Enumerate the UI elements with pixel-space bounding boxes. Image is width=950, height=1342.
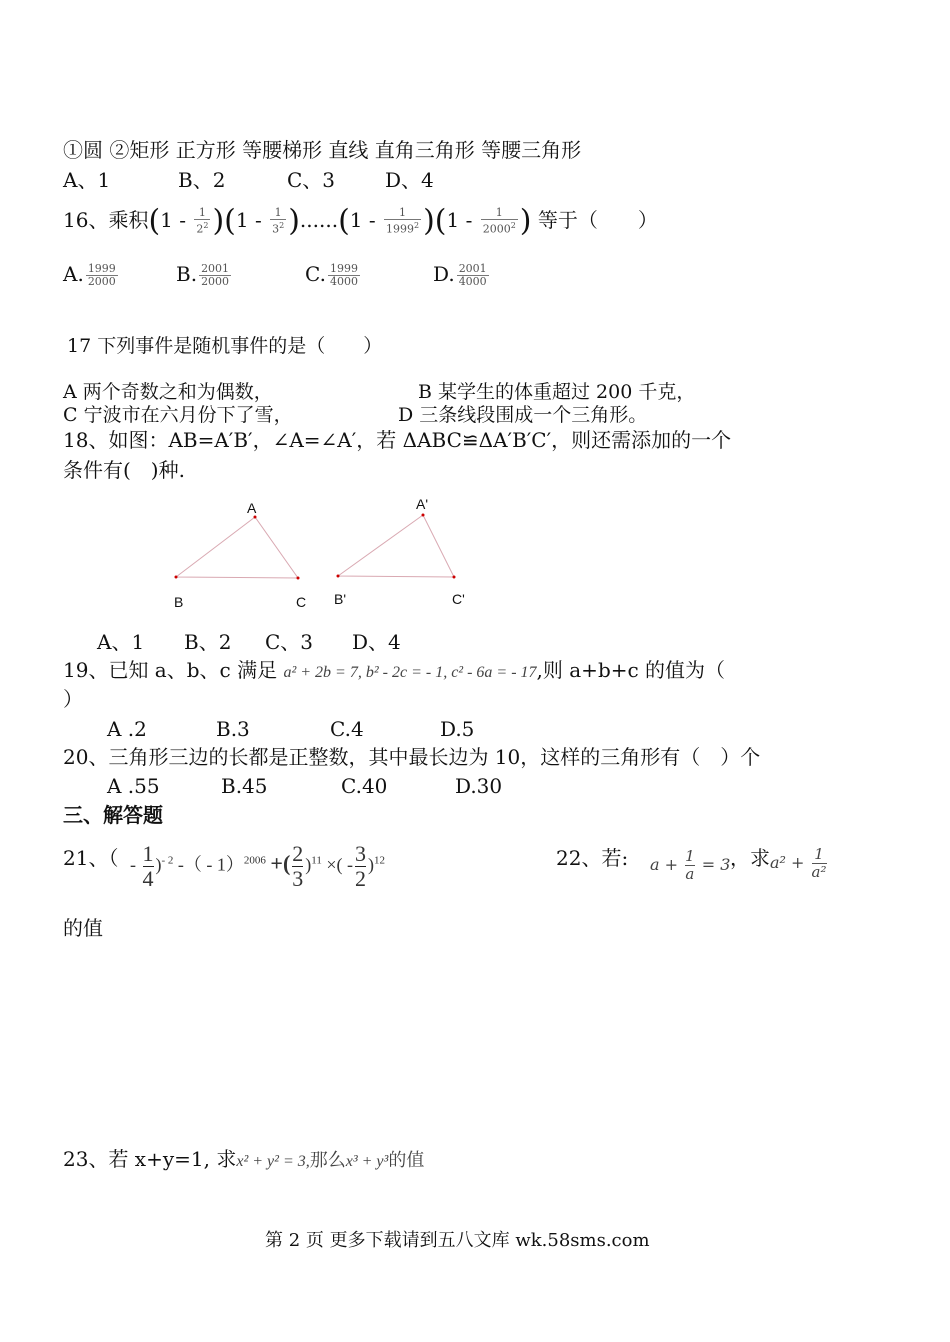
q18-option-a: A、1 [97,630,145,654]
vertex-c [297,577,300,580]
q19-option-b: B.3 [216,717,250,741]
q15-option-c: C、3 [287,168,336,192]
triangle-abc [176,517,298,578]
q15-line: ①圆 ②矩形 正方形 等腰梯形 直线 直角三角形 等腰三角形 [63,138,582,162]
q16-fraction-2: $\frac{1}{3^2}$ [272,206,285,236]
q19-option-d: D.5 [440,717,475,741]
q20-option-a: A .55 [107,774,160,798]
q15-option-b: B、2 [178,168,226,192]
triangle-abc-prime [338,515,454,577]
q16-fraction-4: $\frac{1}{2000^2}$ [482,206,516,236]
q22-condition: $a + \frac{1}{a}$ = 3 [650,847,731,883]
q18-line1: 18、如图：AB=A′B′，∠A=∠A′，若 ΔABC≌ΔA′B′C′，则还需添加的一个 [63,428,732,452]
q16-question: 16、乘积(1 - $\frac{1}{2^2}$ )(1 - $\frac{1}{3^2}$ )......(1 - $\frac{1}{1999^2}$ )(1 - $\frac{1}{2000^2}$ ) 等于（ ） [63,203,658,239]
q21-label: 21、（ [63,846,119,870]
q16-tail: 等于（ ） [537,208,658,232]
q18-option-b: B、2 [184,630,232,654]
q17-option-b: B 某学生的体重超过 200 千克， [418,381,696,403]
q15-option-d: D、4 [385,168,434,192]
label-b-prime: B' [334,591,347,607]
q16-label: 16、乘积 [63,208,149,232]
q19-line: 19、已知 a、b、c 满足 a² + 2b = 7, b² - 2c = - 1, c² - 6a = - 17,则 a+b+c 的值为（ [63,658,726,682]
q20-line: 20、三角形三边的长都是正整数，其中最长边为 10，这样的三角形有（ ）个 [63,745,761,769]
label-c-prime: C' [452,591,465,607]
vertex-c-prime [453,576,456,579]
q16-paren-open: ( [148,203,161,239]
q21-expression: - $\frac{1}{4}$ )$^{- 2}$ -（ - $1)^{2006} +(\frac{2}{3}$ )$^{11}$ ×( $-\frac{3}{2}$ )$^{12}$ [130,841,386,891]
q16-fraction-1: $\frac{1}{2^2}$ [196,206,209,236]
q20-option-d: D.30 [455,774,503,798]
q16-option-b: B. $\frac{2001}{2000}$ [176,262,230,288]
q19-close: ） [63,687,83,711]
label-b: B [174,594,184,610]
q17-option-a: A 两个奇数之和为偶数， [63,381,273,403]
q19-option-a: A .2 [107,717,147,741]
q17-option-d: D 三条线段围成一个三角形。 [398,404,648,426]
q16-one: 1 - [160,208,187,232]
q18-line2: 条件有( )种. [63,458,185,482]
q23-line: 23、若 x+y=1, 求x² + y² = 3,那么x³ + y³的值 [63,1147,425,1171]
q19-option-c: C.4 [330,717,364,741]
q18-option-d: D、4 [352,630,401,654]
q17-title: 17 下列事件是随机事件的是（ ） [67,335,383,357]
q16-option-c: C. $\frac{1999}{4000}$ [305,262,358,288]
q18-option-c: C、3 [265,630,314,654]
q17-option-c: C 宁波市在六月份下了雪， [63,404,293,426]
page-footer: 第 2 页 更多下载请到五八文库 wk.58sms.com [265,1230,650,1251]
vertex-b-prime [337,575,340,578]
q20-option-c: C.40 [341,774,388,798]
q16-dots: ...... [299,208,339,232]
vertex-a-prime [422,514,425,517]
vertex-b [175,576,178,579]
q20-option-b: B.45 [221,774,268,798]
label-a-prime: A' [416,496,429,512]
q16-fraction-3: $\frac{1}{1999^2}$ [385,206,420,236]
q22-expression: $a^2 + \frac{1}{\text{a²}}$ [770,845,827,881]
triangle-figure [160,490,500,615]
q22-tail: 的值 [63,916,103,940]
q19-condition: a² + 2b = 7, b² - 2c = - 1, c² - 6a = - 17 [283,664,537,681]
q15-option-a: A、1 [63,168,111,192]
q22-ask: ，求 [730,846,770,870]
q22-label: 22、若: [556,846,629,870]
label-c: C [296,594,307,610]
label-a: A [247,500,257,516]
q16-option-a: A. $\frac{1999}{2000}$ [63,262,116,288]
q16-option-d: D. $\frac{2001}{4000}$ [433,262,487,288]
section-title: 三、解答题 [63,803,163,827]
